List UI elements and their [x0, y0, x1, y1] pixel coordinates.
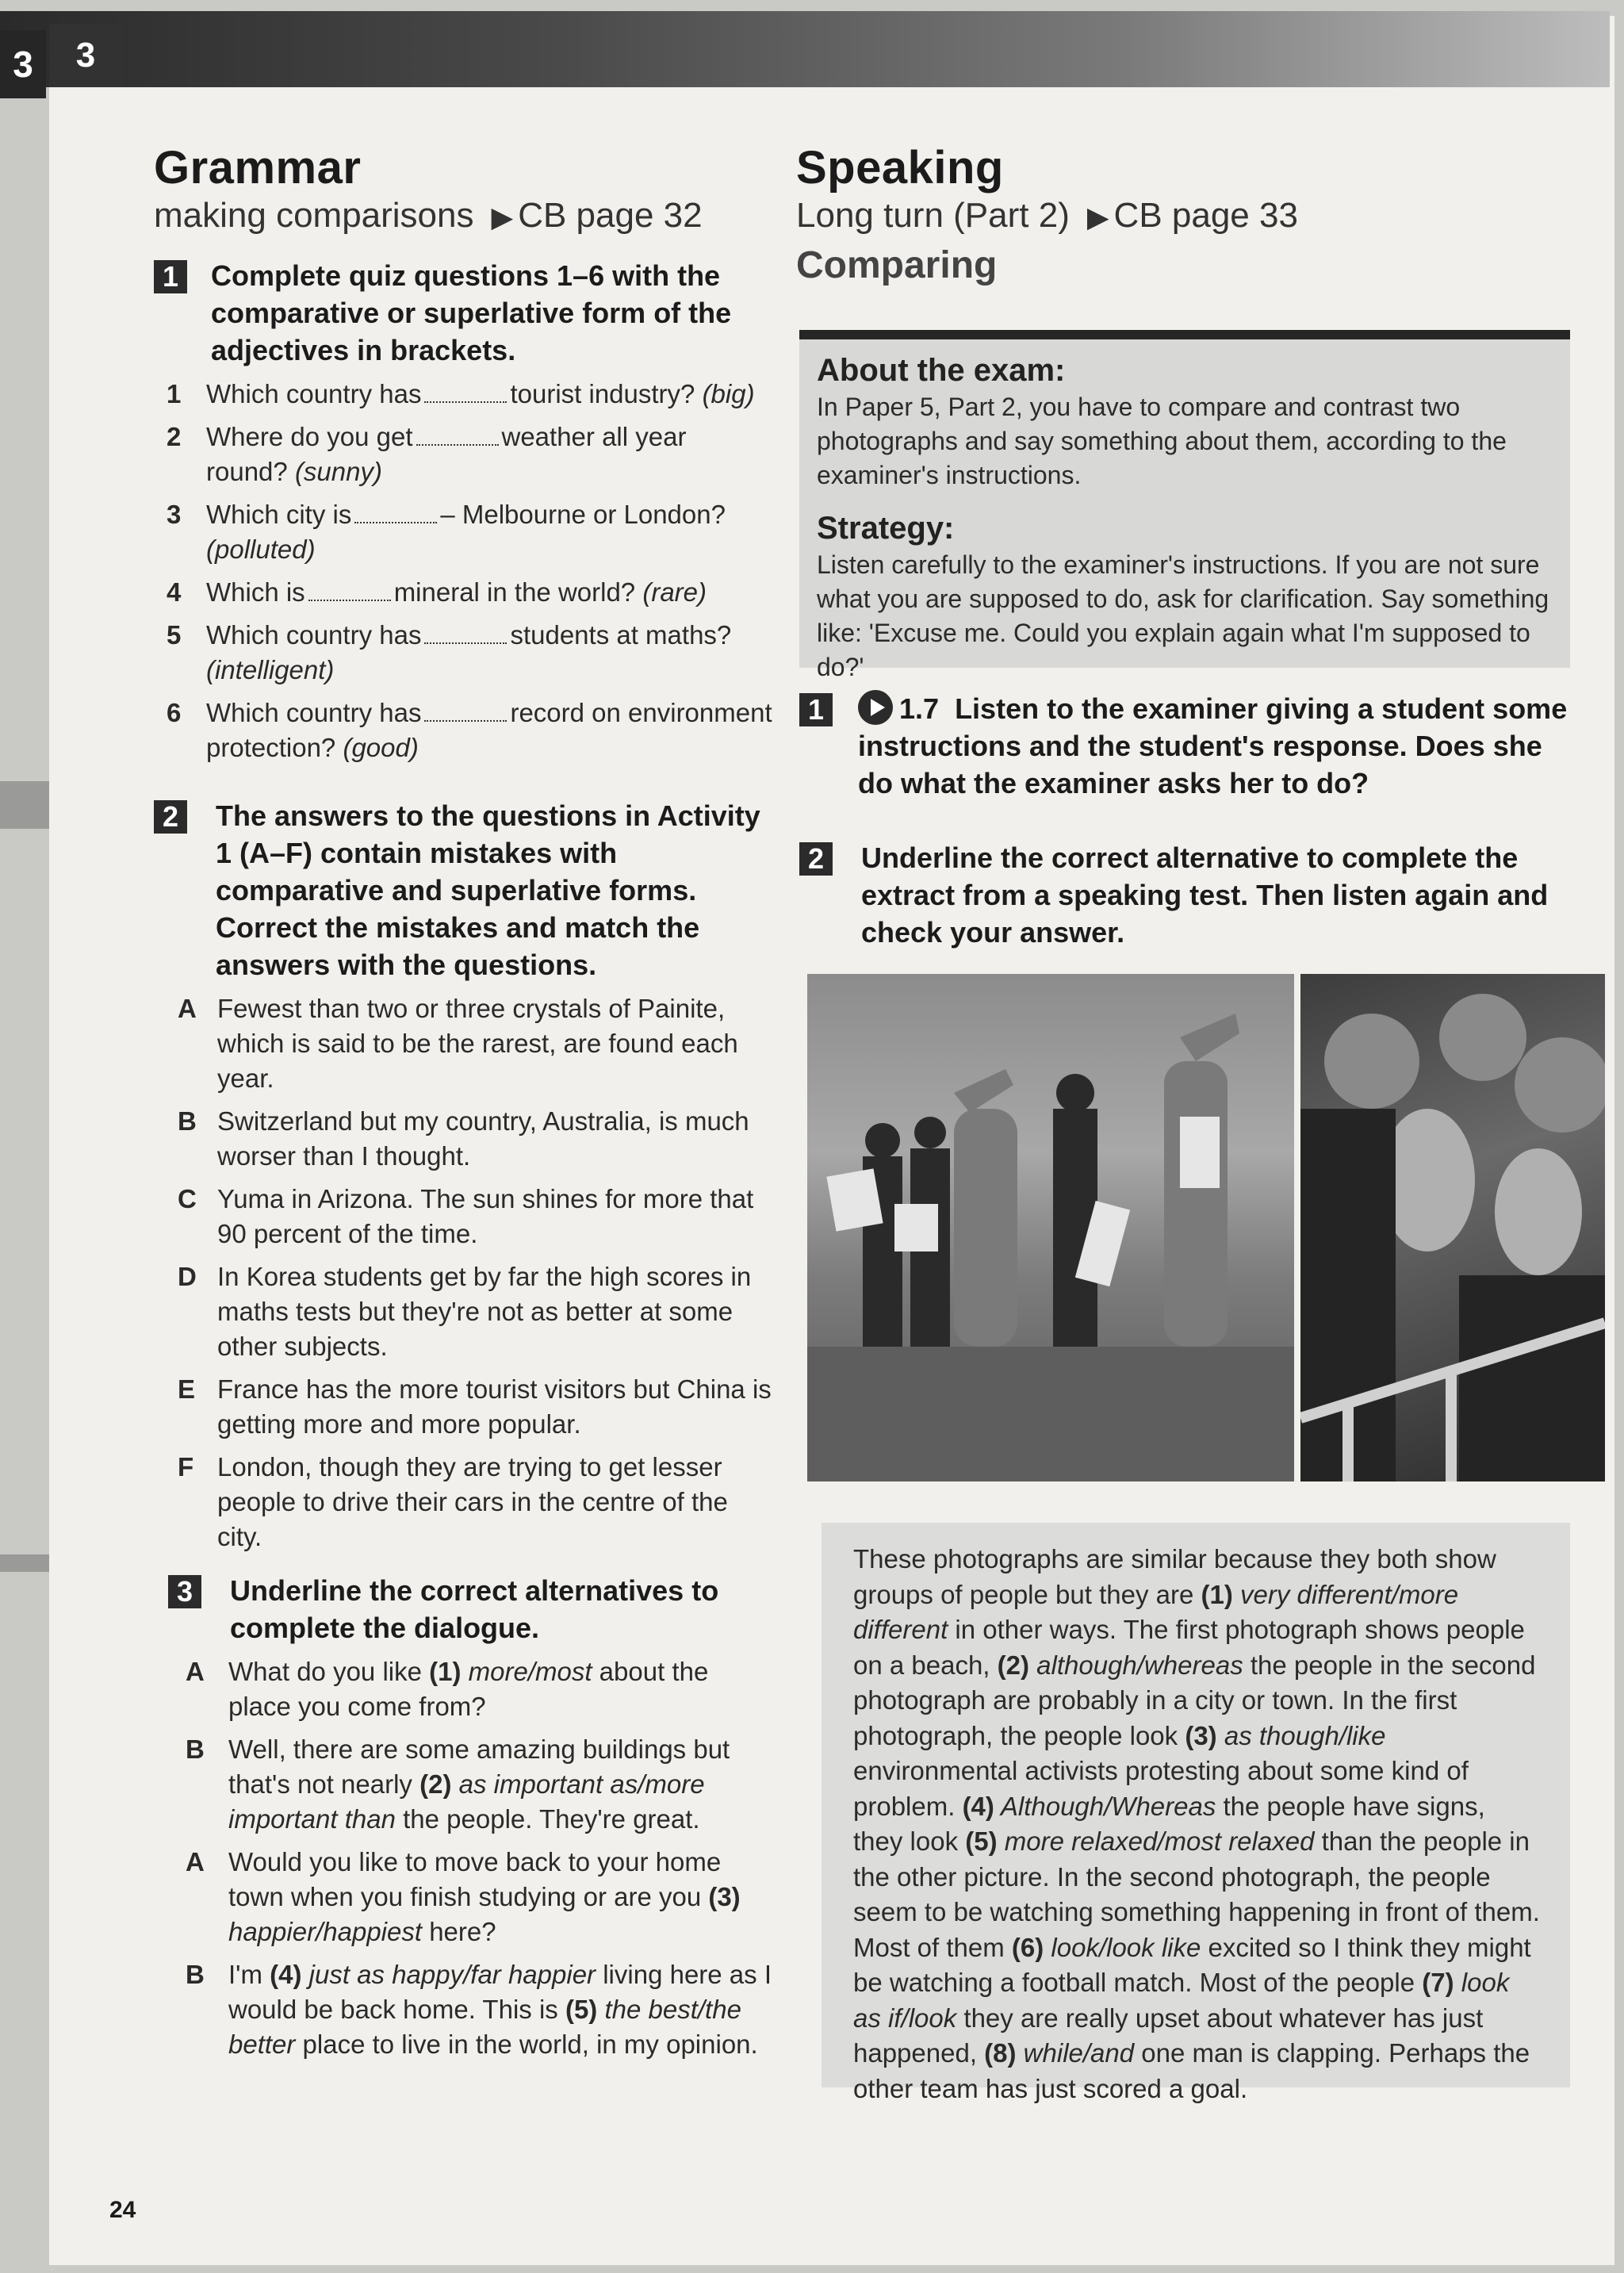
question-number: 2 — [167, 422, 182, 451]
speaking-subtitle — [796, 194, 1573, 240]
grammar-subtitle — [154, 194, 772, 240]
question-text: tourist industry? — [510, 379, 695, 408]
question-text: – Melbourne or London? — [440, 500, 726, 529]
gap-number: (7) — [1422, 1968, 1454, 1997]
speaker-label: B — [186, 1960, 205, 1989]
quiz-question-list — [154, 377, 772, 765]
dialogue-text: here? — [422, 1917, 496, 1946]
gap-number: (3) — [708, 1882, 741, 1911]
speaking-activity-1 — [799, 690, 1576, 802]
alternatives[interactable]: as though/like — [1216, 1720, 1386, 1750]
gap-number: (4) — [270, 1960, 302, 1989]
question-text: Which country has — [206, 698, 422, 727]
alternatives[interactable]: look/look like — [1044, 1932, 1201, 1962]
alternatives[interactable]: very different/more different — [853, 1579, 1459, 1644]
alternatives[interactable]: more relaxed/most relaxed — [997, 1826, 1315, 1856]
crowd-illustration — [1300, 974, 1605, 1481]
exam-info-box — [799, 330, 1570, 681]
extract-text: than the people in the other picture. In the second photograph, the people seem to be watching something happening in front of them. Most of them — [853, 1826, 1540, 1962]
grammar-subtitle-text: making comparisons — [154, 196, 474, 235]
answer-gap[interactable] — [424, 700, 507, 722]
question-text: Which is — [206, 577, 305, 607]
extract-text: one man is clapping. Perhaps the other team has just scored a goal. — [853, 2038, 1530, 2103]
alternatives[interactable]: just as happy/far happier — [301, 1960, 596, 1989]
strategy-title: Strategy: — [817, 511, 955, 546]
question-text: mineral in the world? — [393, 577, 636, 607]
extract-text: the people in the second photograph are probably in a city or town. In the first photograph, the people look — [853, 1650, 1536, 1750]
dialogue-text: place to live in the world, in my opinion. — [295, 2030, 758, 2059]
answer-item — [178, 1450, 772, 1554]
gap-number: (2) — [419, 1769, 452, 1799]
answer-letter: A — [178, 994, 197, 1023]
arrow-icon: ▶ — [1086, 201, 1109, 233]
alternatives[interactable]: as important as/more important than — [228, 1769, 705, 1834]
question-text: students at maths? — [510, 620, 732, 650]
quiz-question — [167, 497, 772, 567]
crowd-photo — [1300, 974, 1605, 1481]
alternatives[interactable]: while/and — [1016, 2038, 1135, 2068]
instruction-text: Listen to the examiner giving a student some instructions and the student's response. Does she do what the examiner asks her to do? — [858, 692, 1568, 799]
grammar-column — [154, 143, 772, 2062]
activity-instruction: Underline the correct alternatives to complete the dialogue. — [230, 1574, 719, 1644]
dialogue-line — [186, 1845, 772, 1949]
answer-gap[interactable] — [416, 424, 499, 446]
track-number: 1.7 — [899, 692, 940, 725]
answer-item — [178, 1104, 772, 1174]
about-exam-title: About the exam: — [817, 353, 1066, 388]
question-hint: (intelligent) — [206, 655, 335, 684]
question-number: 4 — [167, 577, 182, 607]
gap-number: (3) — [1185, 1720, 1217, 1750]
question-hint: (polluted) — [206, 535, 316, 564]
answer-letter: F — [178, 1452, 194, 1481]
dialogue-text: living here as I would be back home. This is — [228, 1960, 772, 2024]
page-number: 24 — [109, 2197, 136, 2223]
unit-tab-right: 3 — [49, 24, 122, 87]
alternatives[interactable]: the best/the better — [228, 1995, 741, 2059]
activity-number: 1 — [154, 260, 187, 293]
speaker-label: A — [186, 1657, 205, 1686]
grammar-activity-2 — [154, 797, 772, 1554]
answer-letter: C — [178, 1184, 197, 1213]
arrow-icon: ▶ — [491, 201, 514, 233]
question-hint: (big) — [702, 379, 755, 408]
answer-text: Yuma in Arizona. The sun shines for more that 90 percent of the time. — [217, 1184, 754, 1248]
gap-number: (5) — [565, 1995, 598, 2024]
edge-mark — [0, 1554, 49, 1572]
speaking-cb-ref: CB page 33 — [1113, 196, 1298, 235]
question-number: 1 — [167, 379, 182, 408]
speaking-test-extract — [822, 1523, 1570, 2103]
question-hint: (good) — [343, 733, 419, 762]
question-text: Where do you get — [206, 422, 413, 451]
dialogue-text: Would you like to move back to your home town when you finish studying or are you — [228, 1847, 722, 1911]
answer-text: Switzerland but my country, Australia, is much worser than I thought. — [217, 1106, 749, 1171]
speaking-activity-2 — [799, 839, 1576, 951]
dialogue-line — [186, 1957, 772, 2062]
dialogue-text: Well, there are some amazing buildings but that's not nearly — [228, 1734, 730, 1799]
question-number: 5 — [167, 620, 182, 650]
photo-pair — [807, 974, 1605, 1481]
gap-number: (2) — [997, 1650, 1029, 1680]
alternatives[interactable]: although/whereas — [1029, 1650, 1243, 1680]
answer-item — [178, 1372, 772, 1442]
question-text: Which city is — [206, 500, 352, 529]
dialogue-text: I'm — [228, 1960, 270, 1989]
gap-number: (1) — [429, 1657, 462, 1686]
answer-letter: E — [178, 1374, 196, 1404]
answer-letter: D — [178, 1262, 197, 1291]
activity-instruction: Complete quiz questions 1–6 with the comparative or superlative form of the adjectives in brackets. — [211, 259, 732, 366]
speaking-heading: Comparing — [796, 244, 998, 286]
speaker-label: A — [186, 1847, 205, 1876]
header-band — [0, 11, 1610, 87]
extract-text: they are really upset about whatever has just happened, — [853, 2003, 1484, 2068]
activity-number: 2 — [154, 800, 187, 834]
answer-text: In Korea students get by far the high scores in maths tests but they're not as better at some other subjects. — [217, 1262, 752, 1361]
question-text: Which country has — [206, 379, 422, 408]
answer-gap[interactable] — [424, 381, 507, 403]
answer-item — [178, 1182, 772, 1251]
activity-instruction: Underline the correct alternative to complete the extract from a speaking test. Then listen again and check your answer. — [861, 841, 1549, 949]
question-text: Which country has — [206, 620, 422, 650]
beach-protest-photo — [807, 974, 1294, 1481]
question-text: record on environment protection? — [206, 698, 772, 762]
beach-protest-illustration — [807, 974, 1294, 1481]
answer-text: Fewest than two or three crystals of Painite, which is said to be the rarest, are found each year. — [217, 994, 738, 1093]
speaking-title: Speaking — [796, 142, 1004, 194]
extract-text: excited so I think they might be watching a football match. Most of the people — [853, 1932, 1531, 1997]
activity-number: 2 — [799, 842, 833, 876]
quiz-question — [167, 696, 772, 765]
dialogue-text: What do you like — [228, 1657, 430, 1686]
question-hint: (rare) — [642, 577, 707, 607]
activity-instruction: The answers to the questions in Activity 1 (A–F) contain mistakes with comparative and superlative forms. Correct the mistakes and match the answers with the questions. — [216, 799, 760, 981]
grammar-cb-ref: CB page 32 — [518, 196, 703, 235]
answer-list — [154, 991, 772, 1554]
about-exam-text: In Paper 5, Part 2, you have to compare and contrast two photographs and say something about them, according to the examiner's instructions. — [817, 393, 1507, 489]
answer-gap[interactable] — [354, 501, 437, 523]
alternatives[interactable]: Although/Whereas — [994, 1791, 1216, 1821]
answer-item — [178, 991, 772, 1096]
strategy-text: Listen carefully to the examiner's instructions. If you are not sure what you are supposed to do, ask for clarification. Say something like: 'Excuse me. Could you explain again what I'm supposed to do?' — [817, 550, 1549, 681]
grammar-activity-1 — [154, 257, 772, 765]
unit-tab-left: 3 — [0, 30, 46, 98]
speaking-column — [796, 143, 1573, 289]
play-audio-icon[interactable] — [858, 690, 893, 725]
activity-number: 3 — [168, 1575, 201, 1608]
dialogue-text: about the place you come from? — [228, 1657, 709, 1721]
dialogue-line — [186, 1732, 772, 1837]
edge-mark — [0, 781, 49, 829]
gap-number: (4) — [962, 1791, 994, 1821]
answer-letter: B — [178, 1106, 197, 1136]
alternatives[interactable]: look as if/look — [853, 1968, 1510, 2033]
quiz-question — [167, 575, 772, 610]
answer-item — [178, 1259, 772, 1364]
question-text: weather all year round? — [206, 422, 687, 486]
question-hint: (sunny) — [294, 457, 382, 486]
grammar-activity-3 — [154, 1572, 772, 2062]
speaking-subtitle-text: Long turn (Part 2) — [796, 196, 1070, 235]
answer-gap[interactable] — [424, 622, 507, 644]
answer-text: France has the more tourist visitors but China is getting more and more popular. — [217, 1374, 772, 1439]
gap-number: (8) — [984, 2038, 1017, 2068]
question-number: 6 — [167, 698, 182, 727]
dialogue-text: the people. They're great. — [395, 1804, 700, 1834]
extract-text: in other ways. The first photograph shows people on a beach, — [853, 1615, 1525, 1680]
extract-text: environmental activists protesting about some kind of problem. — [853, 1756, 1469, 1821]
quiz-question — [167, 618, 772, 688]
answer-gap[interactable] — [308, 579, 391, 601]
activity-number: 1 — [799, 693, 833, 726]
answer-text: London, though they are trying to get lesser people to drive their cars in the centre of the city. — [217, 1452, 728, 1551]
quiz-question — [167, 377, 772, 412]
gap-number: (1) — [1201, 1579, 1233, 1609]
alternatives[interactable]: happier/happiest — [228, 1917, 423, 1946]
speaker-label: B — [186, 1734, 205, 1764]
gap-number: (6) — [1011, 1932, 1044, 1962]
question-number: 3 — [167, 500, 182, 529]
grammar-title: Grammar — [154, 142, 362, 194]
alternatives[interactable]: more/most — [461, 1657, 592, 1686]
extract-text: These photographs are similar because they both show groups of people but they are — [853, 1544, 1496, 1609]
extract-text: the people have signs, they look — [853, 1791, 1485, 1856]
dialogue — [154, 1654, 772, 2062]
dialogue-line — [186, 1654, 772, 1724]
quiz-question — [167, 420, 772, 489]
gap-number: (5) — [965, 1826, 998, 1856]
activity-instruction — [799, 690, 1576, 802]
